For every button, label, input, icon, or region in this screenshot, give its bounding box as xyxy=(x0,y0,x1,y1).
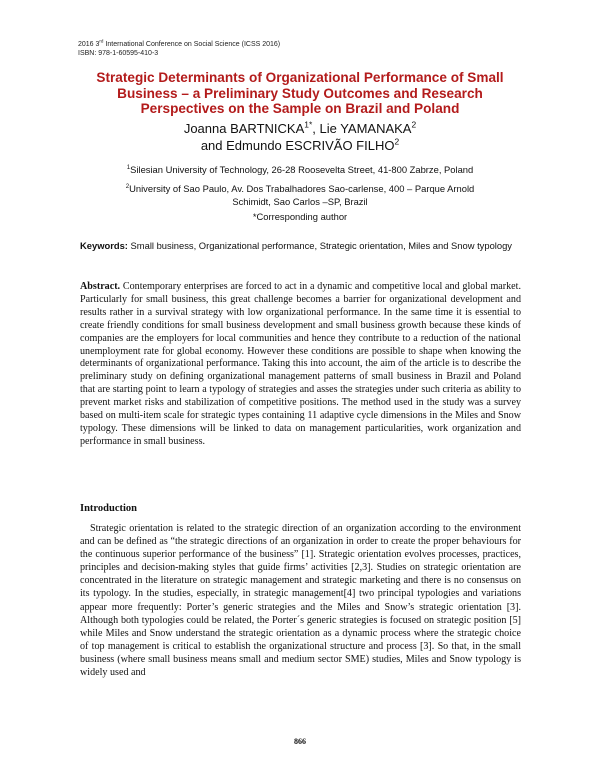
title-line: Perspectives on the Sample on Brazil and Poland xyxy=(140,101,460,117)
author-name: Lie YAMANAKA xyxy=(319,121,412,136)
affiliation-1: $^1$Silesian University of Technology, 26-28 Roosevelta Street, 41-800 Zabrze, Poland xyxy=(126,163,474,175)
abstract: Abstract. Contemporary enterprises are forced to act in a dynamic and competitive local and global market. Particularly for small business, this great challenge becomes a barrier for organizational development and results rather in a survival strategy with low organizational performance. In the same time it is essential to create friendly conditions for small business development and small business growth because these kinds of companies are the employers for local communities and hence they contribute to a reduction of the national unemployment rate for global economy. However these conditions are possible to shape when knowing the determinants of organizational performance. Taking this into account, the aim of the article is to describe the preliminary study on defining organizational management patterns of small business in Brazil and Poland that are starting point to learn a typology of strategies and asses the strategies under such criteria as ability to prevent market risks and stabilization of competitive positions. The method used in the study was a survey based on multi-item scale for strategic types containing 11 adaptive cycle dimensions in the Miles and Snow typology. These dimensions will be linked to data on management particularities, work organization and performance in small business. xyxy=(80,281,521,447)
section-heading-introduction: Introduction xyxy=(80,503,137,514)
affiliation-2: $^2$University of Sao Paulo, Av. Dos Trabalhadores Sao-carlense, 400 – Parque Arnold Schimidt, Sao Carlos –SP, Brazil xyxy=(125,182,475,207)
author-list xyxy=(70,120,530,154)
author-line: and Edmundo ESCRIVÃO FILHO$^2$ xyxy=(200,136,400,153)
isbn-line: ISBN: 978-1-60595-410-3 xyxy=(78,50,159,57)
author-name: Joanna BARTNICKA xyxy=(183,121,305,136)
title-line: Strategic Determinants of Organizational Performance of Small xyxy=(96,70,504,85)
title-line: Business – a Preliminary Study Outcomes and Research xyxy=(117,85,483,101)
author-name: Edmundo ESCRIVÃO FILHO xyxy=(226,138,395,153)
page-number: 866 xyxy=(294,737,306,746)
conference-header: 2016 3rd International Conference on Social Science (ICSS 2016) xyxy=(78,38,281,48)
introduction-paragraph: Strategic orientation is related to the strategic direction of an organization according to the environment and can be defined as “the strategic directions of an organization in order to create the proper behaviours for the continuous superior performance of the business” [1]. Strategic orientation evolves processes, practices, principles and decision-making styles that guide firms’ activities [2,3]. Studies on strategic orientation are concentrated in the literature on strategic management and strategic marketing and there is no consensus on its typology. In the studies, especially, in strategic management[4] two principal typologies and variations appear more frequently: Porter’s generic strategies and the Miles and Snow’s strategic orientation [3]. Although both typologies could be related, the Porter´s generic strategies is focused on strategic position [5] while Miles and Snow understand the strategic orientation as a dynamic process where the strategic choice of top management is critical to establish the organizational structure and process [3]. So that, in the small business (where small business means small and medium sector SME) studies, Miles and Snow typology is widely used and xyxy=(80,523,521,679)
author-line: Joanna $BARTNICKA^{1*}$, Lie YAMANAKA$^2$ xyxy=(183,119,417,136)
keywords: Keywords: Small business, Organizational performance, Strategic orientation, Miles and Snow typology xyxy=(80,240,512,251)
corresponding-author-note: *Corresponding author xyxy=(252,211,348,222)
paper-title xyxy=(70,70,530,117)
